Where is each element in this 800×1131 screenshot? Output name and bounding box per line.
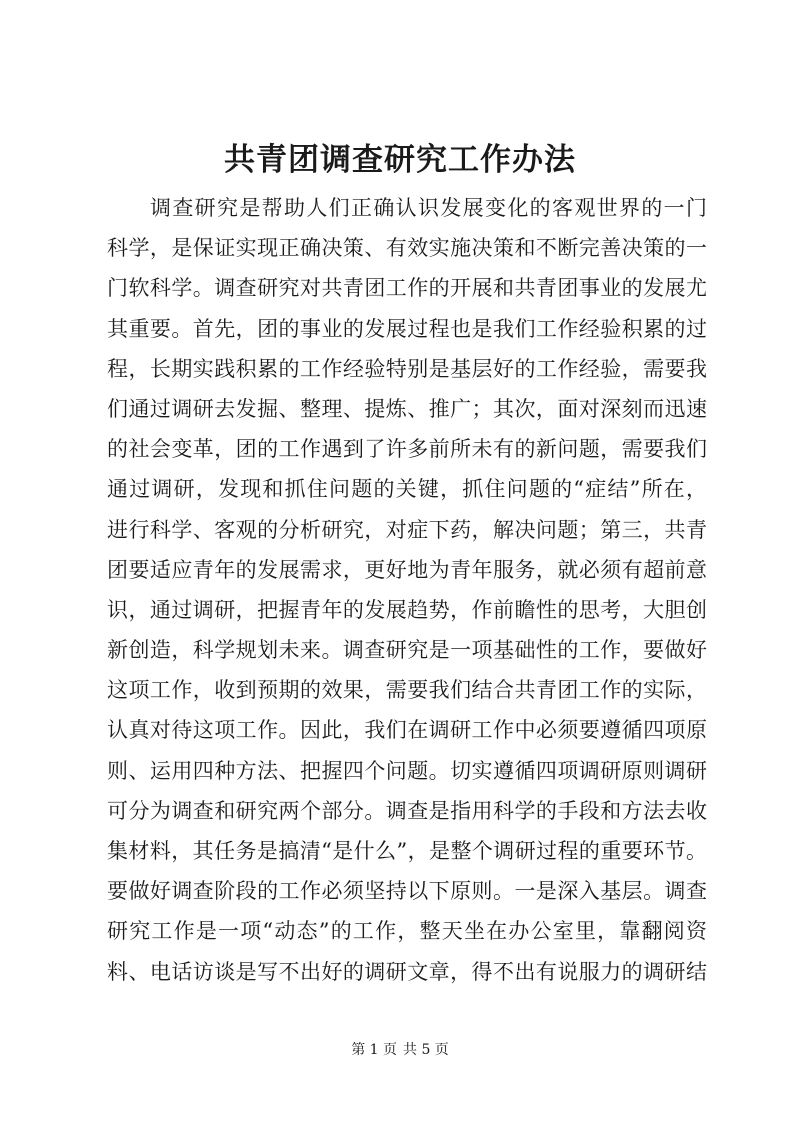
text-line: 团要适应青年的发展需求，更好地为青年服务，就必须有超前意 <box>107 557 707 582</box>
text-line: 其重要。首先，团的事业的发展过程也是我们工作经验积累的过 <box>107 316 707 341</box>
text-line: 科学，是保证实现正确决策、有效实施决策和不断完善决策的一 <box>107 236 707 261</box>
text-line: 则、运用四种方法、把握四个问题。切实遵循四项调研原则调研 <box>107 758 707 783</box>
text-line: 调查研究是帮助人们正确认识发展变化的客观世界的一门 <box>150 196 707 220</box>
text-line: 识，通过调研，把握青年的发展趋势，作前瞻性的思考，大胆创 <box>107 597 707 622</box>
page-number: 第 1 页 <box>351 1042 397 1058</box>
text-line: 们通过调研去发掘、整理、提炼、推广；其次，面对深刻而迅速 <box>107 396 707 421</box>
text-line: 研究工作是一项“动态”的工作，整天坐在办公室里，靠翻阅资 <box>107 919 707 944</box>
text-line: 集材料，其任务是搞清“是什么”，是整个调研过程的重要环节。 <box>107 839 707 863</box>
text-line: 这项工作，收到预期的效果，需要我们结合共青团工作的实际， <box>107 678 707 703</box>
text-line: 可分为调查和研究两个部分。调查是指用科学的手段和方法去收 <box>107 798 707 823</box>
text-line: 认真对待这项工作。因此，我们在调研工作中必须要遵循四项原 <box>107 718 707 743</box>
page-total: 共 5 页 <box>403 1042 449 1058</box>
text-line: 料、电话访谈是写不出好的调研文章，得不出有说服力的调研结 <box>107 959 707 984</box>
text-line: 的社会变革，团的工作遇到了许多前所未有的新问题，需要我们 <box>107 437 707 462</box>
text-line: 程，长期实践积累的工作经验特别是基层好的工作经验，需要我 <box>107 356 707 381</box>
page-footer <box>0 1040 800 1060</box>
text-line: 进行科学、客观的分析研究，对症下药，解决问题；第三，共青 <box>107 517 707 542</box>
page-title: 共青团调查研究工作办法 <box>224 142 576 178</box>
text-line: 新创造，科学规划未来。调查研究是一项基础性的工作，要做好 <box>107 638 707 663</box>
text-line: 通过调研，发现和抓住问题的关键，抓住问题的“症结”所在， <box>107 477 707 502</box>
body-paragraph <box>107 188 707 992</box>
text-line: 门软科学。调查研究对共青团工作的开展和共青团事业的发展尤 <box>107 276 707 301</box>
text-line: 要做好调查阶段的工作必须坚持以下原则。一是深入基层。调查 <box>107 879 707 904</box>
